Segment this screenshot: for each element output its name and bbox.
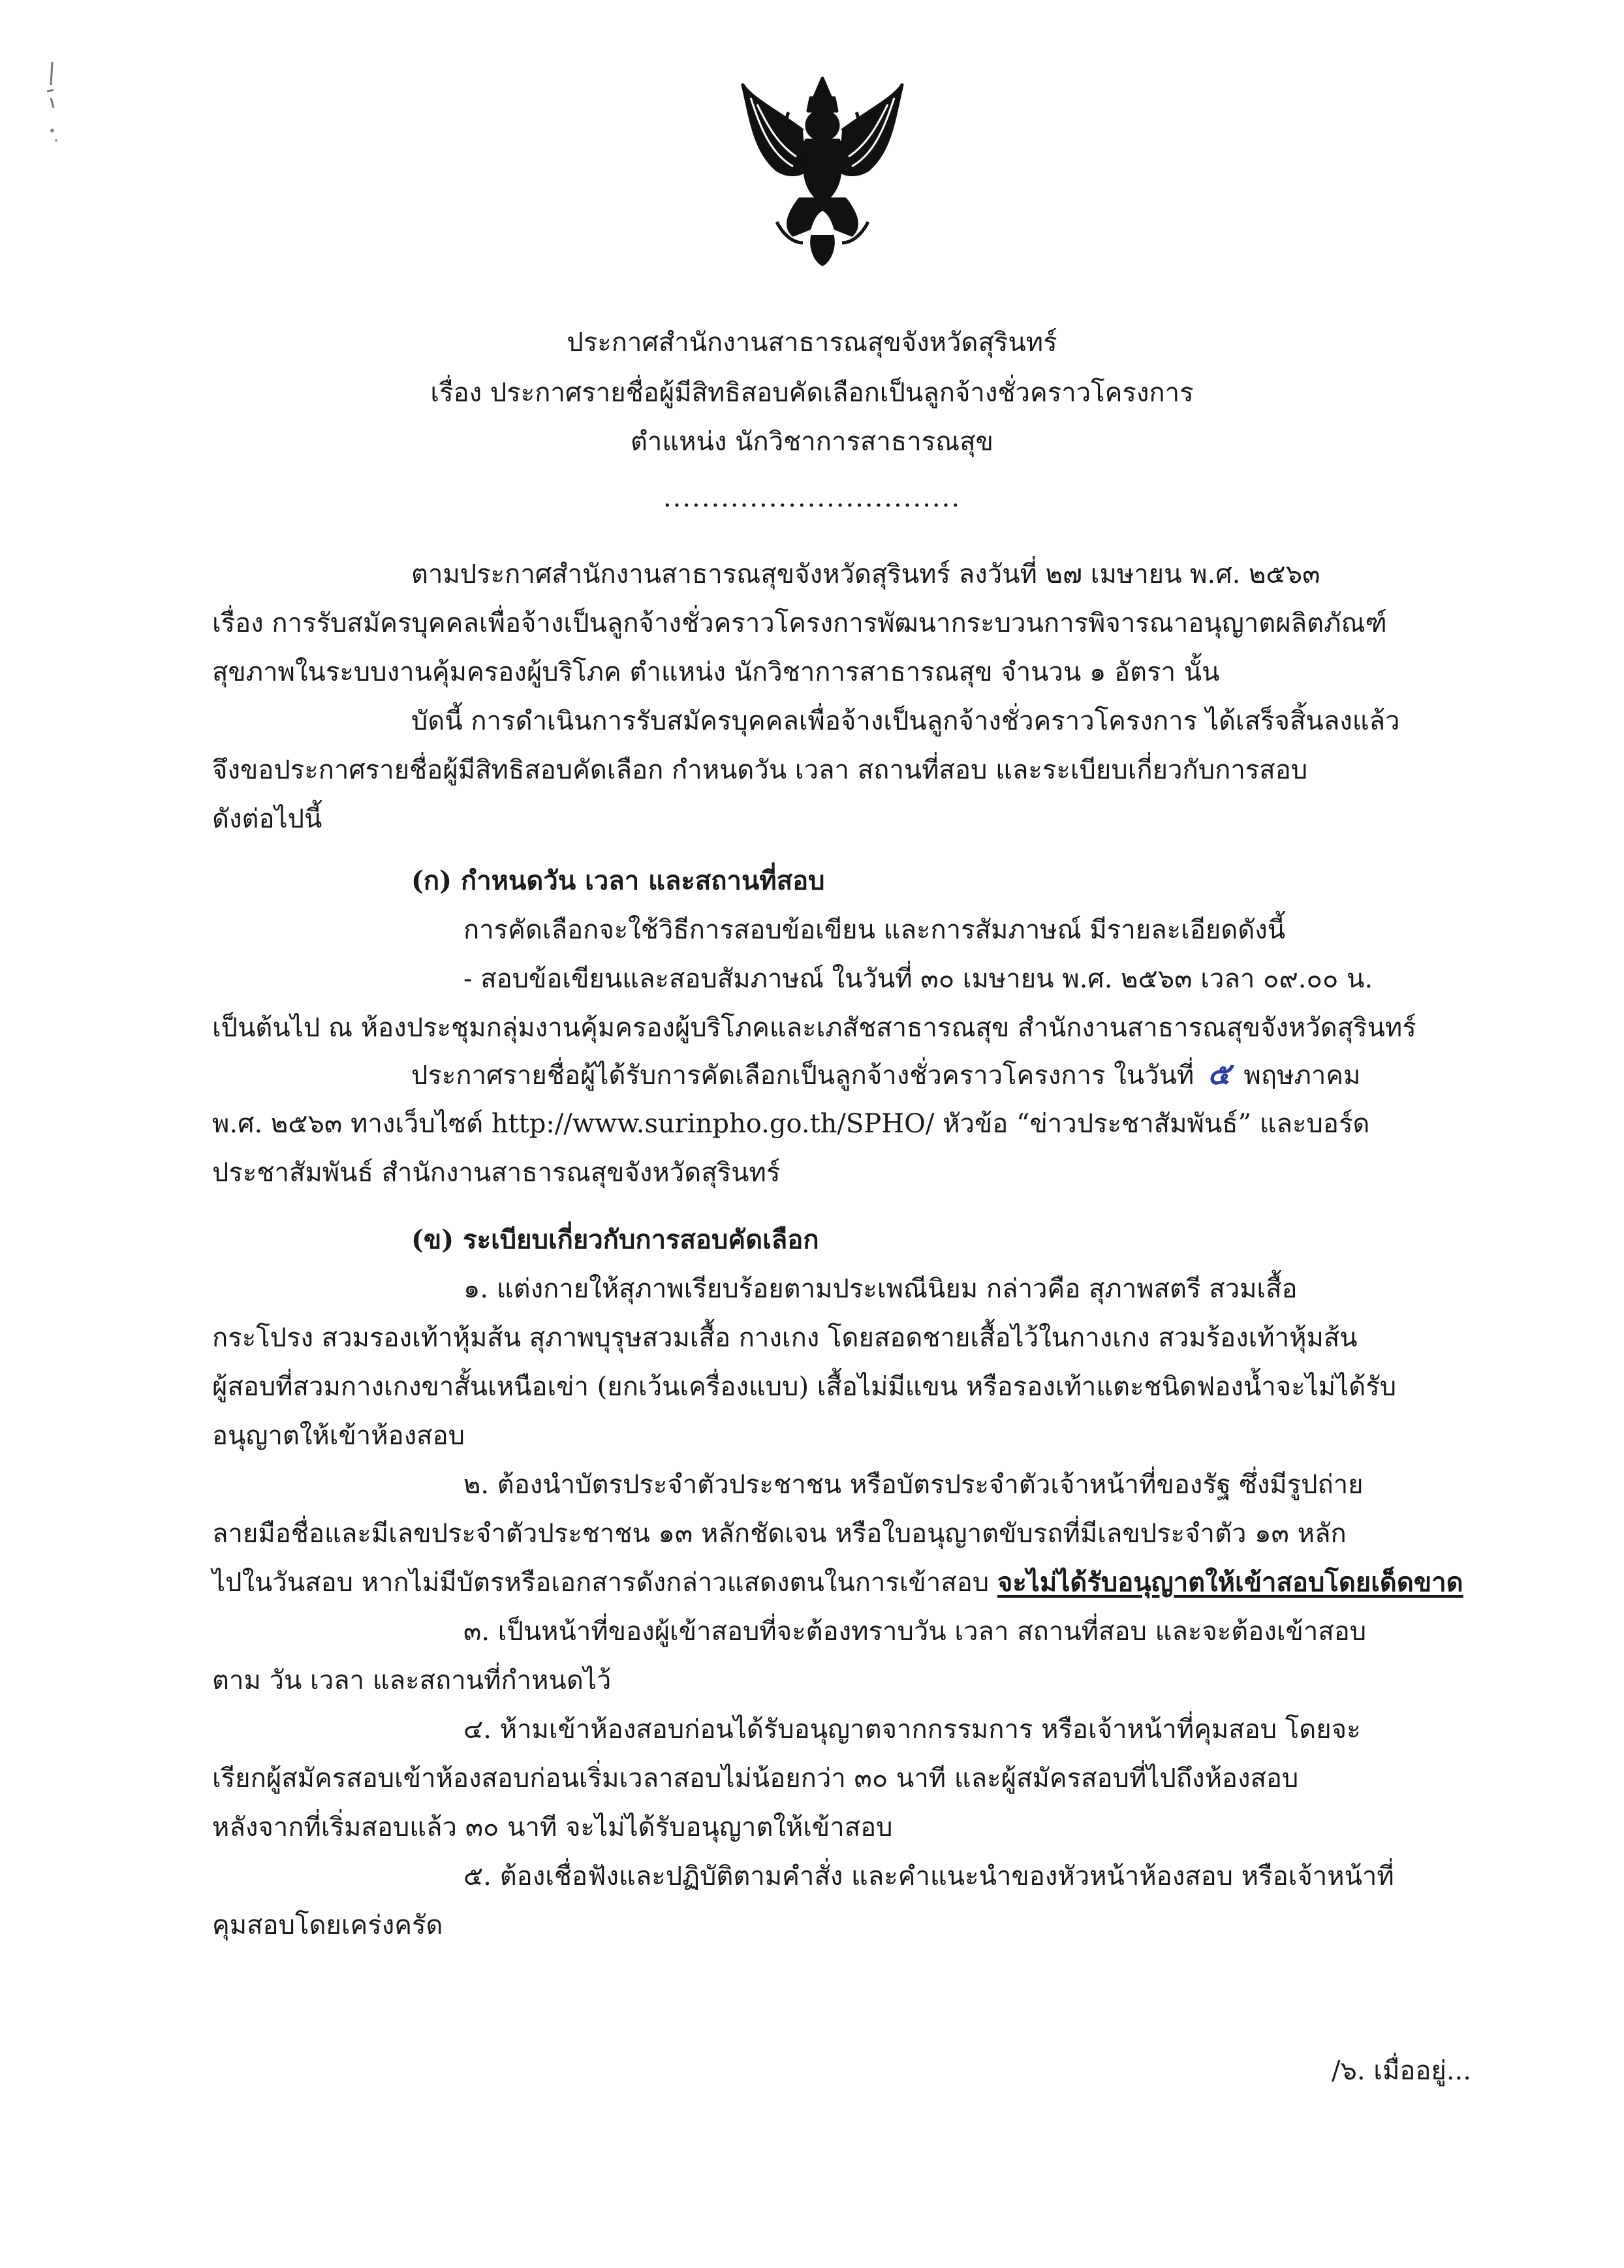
section-a-line: ประชาสัมพันธ์ สำนักงานสาธารณสุขจังหวัดสุรินทร์ [212, 1158, 781, 1188]
intro-line: ดังต่อไปนี้ [212, 804, 322, 834]
section-a-line: การคัดเลือกจะใช้วิธีการสอบข้อเขียน และการสัมภาษณ์ มีรายละเอียดดังนี้ [463, 915, 1286, 945]
section-a-line: พ.ศ. ๒๕๖๓ ทางเว็บไซต์ http://www.surinpho.go.th/SPHO/ หัวข้อ “ข่าวประชาสัมพันธ์” และบอร์ด [212, 1109, 1370, 1139]
announce-result-line [411, 1057, 1360, 1092]
intro-line: บัดนี้ การดำเนินการรับสมัครบุคคลเพื่อจ้างเป็นลูกจ้างชั่วคราวโครงการ ได้เสร็จสิ้นลงแล้ว [411, 706, 1400, 736]
announce-suffix: พฤษภาคม [1243, 1061, 1361, 1091]
garuda-emblem-icon [738, 72, 907, 268]
rule-2-line: ลายมือชื่อและมีเลขประจำตัวประชาชน ๑๓ หลักชัดเจน หรือใบอนุญาตขับรถที่มีเลขประจำตัว ๑๓ หลัก [212, 1519, 1347, 1549]
announcement-title: ประกาศสำนักงานสาธารณสุขจังหวัดสุรินทร์ [567, 328, 1057, 358]
rule-5-line: ๕. ต้องเชื่อฟังและปฏิบัติตามคำสั่ง และคำแนะนำของหัวหน้าห้องสอบ หรือเจ้าหน้าที่ [463, 1861, 1394, 1891]
rule-2-last-line [212, 1566, 1463, 1599]
header-separator: ............................... [663, 483, 961, 513]
rule-1-line: ๑. แต่งกายให้สุภาพเรียบร้อยตามประเพณีนิยม กล่าวคือ สุภาพสตรี สวมเสื้อ [463, 1274, 1298, 1304]
continuation-marker: /๖. เมื่ออยู่... [1332, 2056, 1471, 2086]
rule-2-line: ๒. ต้องนำบัตรประจำตัวประชาชน หรือบัตรประจำตัวเจ้าหน้าที่ของรัฐ ซึ่งมีรูปถ่าย [463, 1470, 1364, 1500]
rule-4-line: เรียกผู้สมัครสอบเข้าห้องสอบก่อนเริ่มเวลาสอบไม่น้อยกว่า ๓๐ นาที และผู้สมัครสอบที่ไปถึงห้องสอบ [212, 1763, 1299, 1794]
intro-line: ตามประกาศสำนักงานสาธารณสุขจังหวัดสุรินทร์ ลงวันที่ ๒๗ เมษายน พ.ศ. ๒๕๖๓ [411, 559, 1320, 589]
intro-line: จึงขอประกาศรายชื่อผู้มีสิทธิสอบคัดเลือก กำหนดวัน เวลา สถานที่สอบ และระเบียบเกี่ยวกับการสอบ [212, 755, 1308, 785]
rule-2-emphasis: จะไม่ได้รับอนุญาตให้เข้าสอบโดยเด็ดขาด [997, 1567, 1463, 1598]
announcement-position: ตำแหน่ง นักวิชาการสาธารณสุข [630, 427, 994, 457]
announce-prefix: ประกาศรายชื่อผู้ได้รับการคัดเลือกเป็นลูกจ้างชั่วคราวโครงการ ในวันที่ [411, 1061, 1195, 1091]
rule-3-line: ตาม วัน เวลา และสถานที่กำหนดไว้ [212, 1666, 612, 1696]
section-a-heading: (ก) กำหนดวัน เวลา และสถานที่สอบ [411, 865, 825, 896]
rule-1-line: ผู้สอบที่สวมกางเกงขาสั้นเหนือเข่า (ยกเว้นเครื่องแบบ) เสื้อไม่มีแขน หรือรองเท้าแตะชนิดฟองน้ำจะไม่ได้รับ [212, 1372, 1397, 1402]
section-a-line: - สอบข้อเขียนและสอบสัมภาษณ์ ในวันที่ ๓๐ เมษายน พ.ศ. ๒๕๖๓ เวลา ๐๙.๐๐ น. [463, 964, 1373, 994]
rule-4-line: หลังจากที่เริ่มสอบแล้ว ๓๐ นาที จะไม่ได้รับอนุญาตให้เข้าสอบ [212, 1812, 893, 1842]
rule-4-line: ๔. ห้ามเข้าห้องสอบก่อนได้รับอนุญาตจากกรรมการ หรือเจ้าหน้าที่คุมสอบ โดยจะ [463, 1715, 1361, 1745]
rule-2-last-prefix: ไปในวันสอบ หากไม่มีบัตรหรือเอกสารดังกล่าวแสดงตนในการเข้าสอบ [212, 1568, 990, 1598]
intro-line: สุขภาพในระบบงานคุ้มครองผู้บริโภค ตำแหน่ง นักวิชาการสาธารณสุข จำนวน ๑ อัตรา นั้น [212, 657, 1220, 687]
section-b-heading: (ข) ระเบียบเกี่ยวกับการสอบคัดเลือก [411, 1224, 819, 1255]
announcement-subject: เรื่อง ประกาศรายชื่อผู้มีสิทธิสอบคัดเลือกเป็นลูกจ้างชั่วคราวโครงการ [430, 378, 1194, 408]
rule-3-line: ๓. เป็นหน้าที่ของผู้เข้าสอบที่จะต้องทราบวัน เวลา สถานที่สอบ และจะต้องเข้าสอบ [463, 1617, 1367, 1647]
intro-line: เรื่อง การรับสมัครบุคคลเพื่อจ้างเป็นลูกจ้างชั่วคราวโครงการพัฒนากระบวนการพิจารณาอนุญาตผลิตภัณฑ์ [212, 608, 1387, 638]
rule-1-line: กระโปรง สวมรองเท้าหุ้มส้น สุภาพบุรุษสวมเสื้อ กางเกง โดยสอดชายเสื้อไว้ในกางเกง สวมร้องเท้าหุ้มส้น [212, 1323, 1358, 1353]
rule-5-line: คุมสอบโดยเคร่งครัด [212, 1910, 443, 1940]
handwritten-day: ๕ [1207, 1056, 1230, 1091]
rule-1-line: อนุญาตให้เข้าห้องสอบ [212, 1421, 465, 1451]
section-a-line: เป็นต้นไป ณ ห้องประชุมกลุ่มงานคุ้มครองผู้บริโภคและเภสัชสาธารณสุข สำนักงานสาธารณสุขจังหวัดสุรินทร์ [212, 1013, 1416, 1043]
margin-mark-icon [39, 59, 72, 157]
